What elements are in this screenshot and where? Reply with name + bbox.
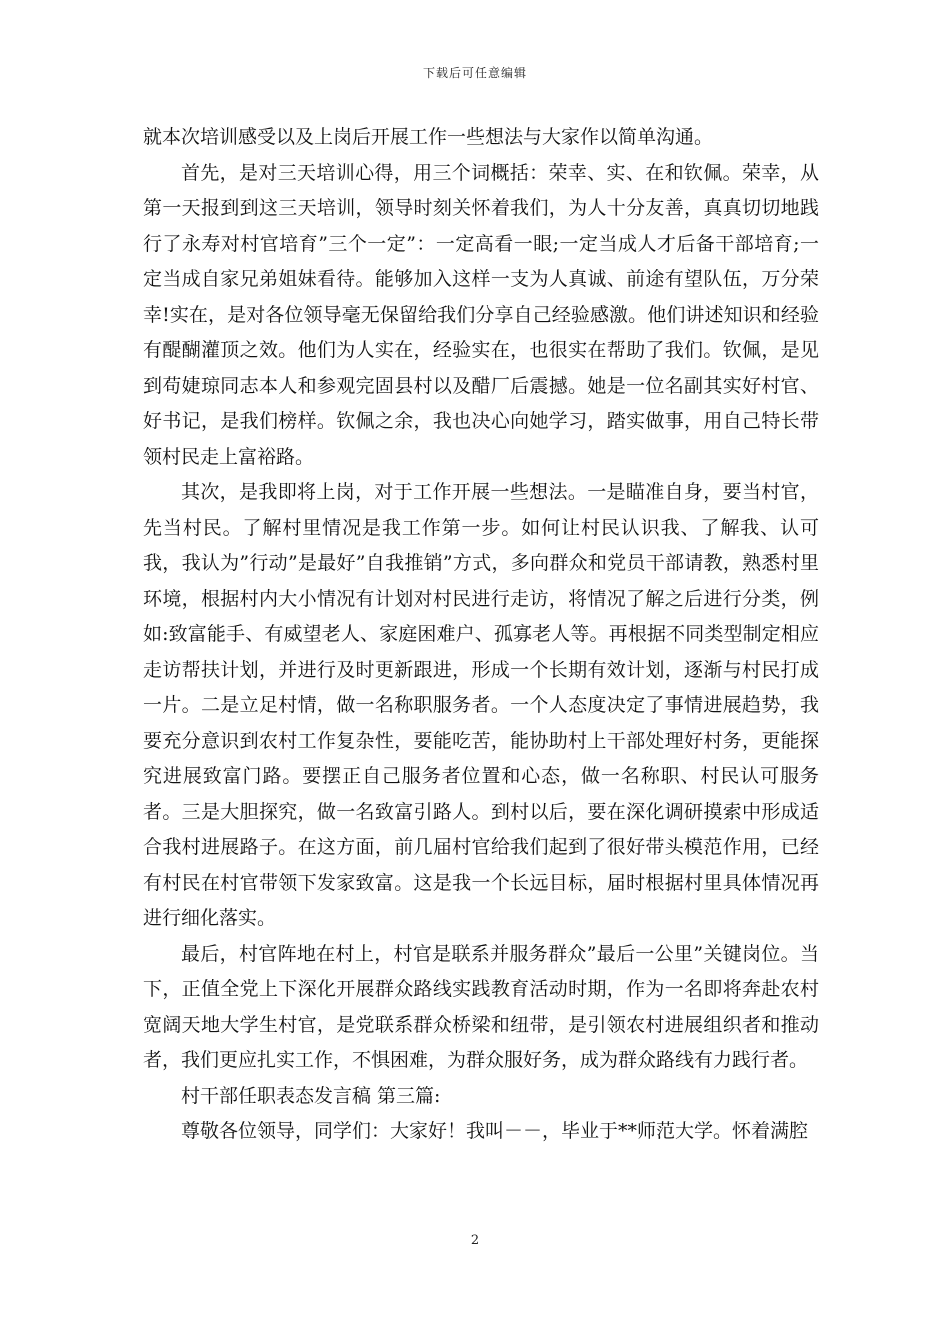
paragraph-final-point: 最后，村官阵地在村上，村官是联系并服务群众”最后一公里”关键岗位。当下，正值全党上下深化开展群众路线实践教育活动时期，作为一名即将奔赴农村宽阔天地大学生村官，是党联系群众桥梁和纽带，是引领农村进展组织者和推动者，我们更应扎实工作，不惧困难，为群众服好务，成为群众路线有力践行者。 bbox=[143, 942, 819, 1071]
paragraph-speech-opening: 尊敬各位领导，同学们：大家好！我叫－－，毕业于**师范大学。怀着满腔 bbox=[181, 1120, 809, 1142]
section-heading: 村干部任职表态发言稿 第三篇: bbox=[181, 1084, 441, 1107]
paragraph-first-point: 首先，是对三天培训心得，用三个词概括：荣幸、实、在和钦佩。荣幸，从第一天报到到这三天培训，领导时刻关怀着我们，为人十分友善，真真切切地践行了永寿对村官培育”三个一定”：一定高看一眼;一定当成人才后备干部培育;一定当成自家兄弟姐妹看待。能够加入这样一支为人真诚、前途有望队伍，万分荣幸!实在，是对各位领导毫无保留给我们分享自己经验感激。他们讲述知识和经验有醍醐灌顶之效。他们为人实在，经验实在，也很实在帮助了我们。钦佩，是见到苟婕琼同志本人和参观完固县村以及醋厂后震撼。她是一位名副其实好村官、好书记，是我们榜样。钦佩之余，我也决心向她学习，踏实做事，用自己特长带领村民走上富裕路。 bbox=[143, 161, 819, 468]
paragraph-second-point: 其次，是我即将上岗，对于工作开展一些想法。一是瞄准自身，要当村官，先当村民。了解村里情况是我工作第一步。如何让村民认识我、了解我、认可我，我认为”行动”是最好”自我推销”方式，多向群众和党员干部请教，熟悉村里环境，根据村内大小情况有计划对村民进行走访，将情况了解之后进行分类，例如:致富能手、有威望老人、家庭困难户、孤寡老人等。再根据不同类型制定相应走访帮扶计划，并进行及时更新跟进，形成一个长期有效计划，逐渐与村民打成一片。二是立足村情，做一名称职服务者。一个人态度决定了事情进展趋势，我要充分意识到农村工作复杂性，要能吃苦，能协助村上干部处理好村务，更能探究进展致富门路。要摆正自己服务者位置和心态，做一名称职、村民认可服务者。三是大胆探究，做一名致富引路人。到村以后，要在深化调研摸索中形成适合我村进展路子。在这方面，前几届村官给我们起到了很好带头模范作用，已经有村民在村官带领下发家致富。这是我一个长远目标，届时根据村里具体情况再进行细化落实。 bbox=[143, 481, 819, 929]
page-number: 2 bbox=[470, 1233, 480, 1248]
page-header: 下载后可任意编辑 bbox=[422, 66, 527, 80]
paragraph-continuation: 就本次培训感受以及上岗后开展工作一些想法与大家作以简单沟通。 bbox=[143, 126, 714, 148]
document-body bbox=[143, 120, 819, 1150]
